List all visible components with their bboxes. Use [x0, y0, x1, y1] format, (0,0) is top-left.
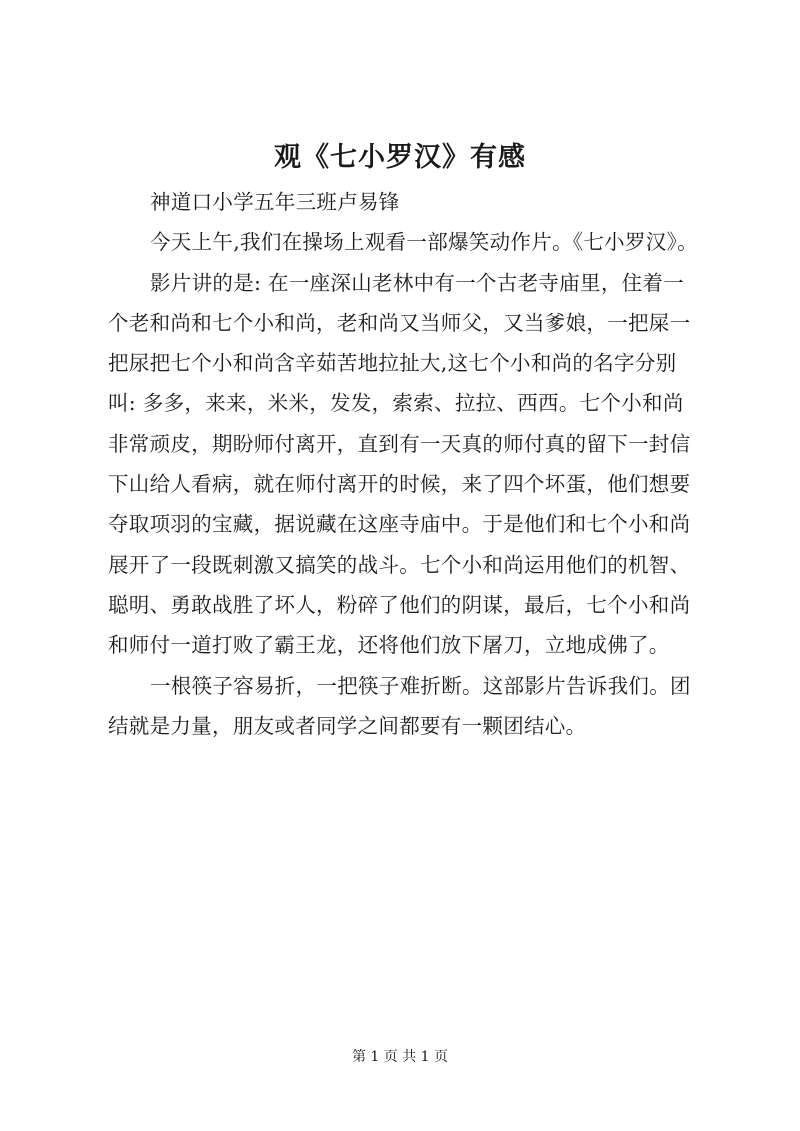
body-text-line: 一根筷子容易折，一把筷子难折断。这部影片告诉我们。团	[150, 673, 691, 698]
body-text-line: 下山给人看病，就在师付离开的时候，来了四个坏蛋，他们想要	[108, 472, 691, 497]
body-text-line: 神道口小学五年三班卢易锋	[150, 190, 400, 214]
body-text-line: 结就是力量，朋友或者同学之间都要有一颗团结心。	[108, 713, 587, 738]
body-text-line: 把尿把七个小和尚含辛茹苦地拉扯大,这七个小和尚的名字分别	[108, 351, 677, 376]
document-body	[108, 182, 700, 746]
body-text-line: 聪明、勇敢战胜了坏人，粉碎了他们的阴谋，最后，七个小和尚	[108, 592, 691, 617]
body-text-line: 非常顽皮，期盼师付离开，直到有一天真的师付真的留下一封信	[108, 431, 691, 456]
body-text-line: 影片讲的是: 在一座深山老林中有一个古老寺庙里，住着一	[150, 270, 685, 295]
body-text-line: 和师付一道打败了霸王龙，还将他们放下屠刀，立地成佛了。	[108, 633, 670, 658]
body-text-line: 叫: 多多，来来，米米，发发，索索、拉拉、西西。七个小和尚	[108, 391, 684, 416]
page-footer: 第 1 页 共 1 页	[351, 1049, 449, 1065]
document-title: 观《七小罗汉》有感	[274, 142, 526, 173]
body-text-line: 个老和尚和七个小和尚，老和尚又当师父，又当爹娘，一把屎一	[108, 310, 691, 335]
body-text-line: 展开了一段既刺激又搞笑的战斗。七个小和尚运用他们的机智、	[108, 552, 691, 577]
body-text-line: 今天上午,我们在操场上观看一部爆笑动作片。《七小罗汉》。	[150, 230, 698, 255]
body-text-line: 夺取项羽的宝藏，据说藏在这座寺庙中。于是他们和七个小和尚	[108, 512, 691, 537]
